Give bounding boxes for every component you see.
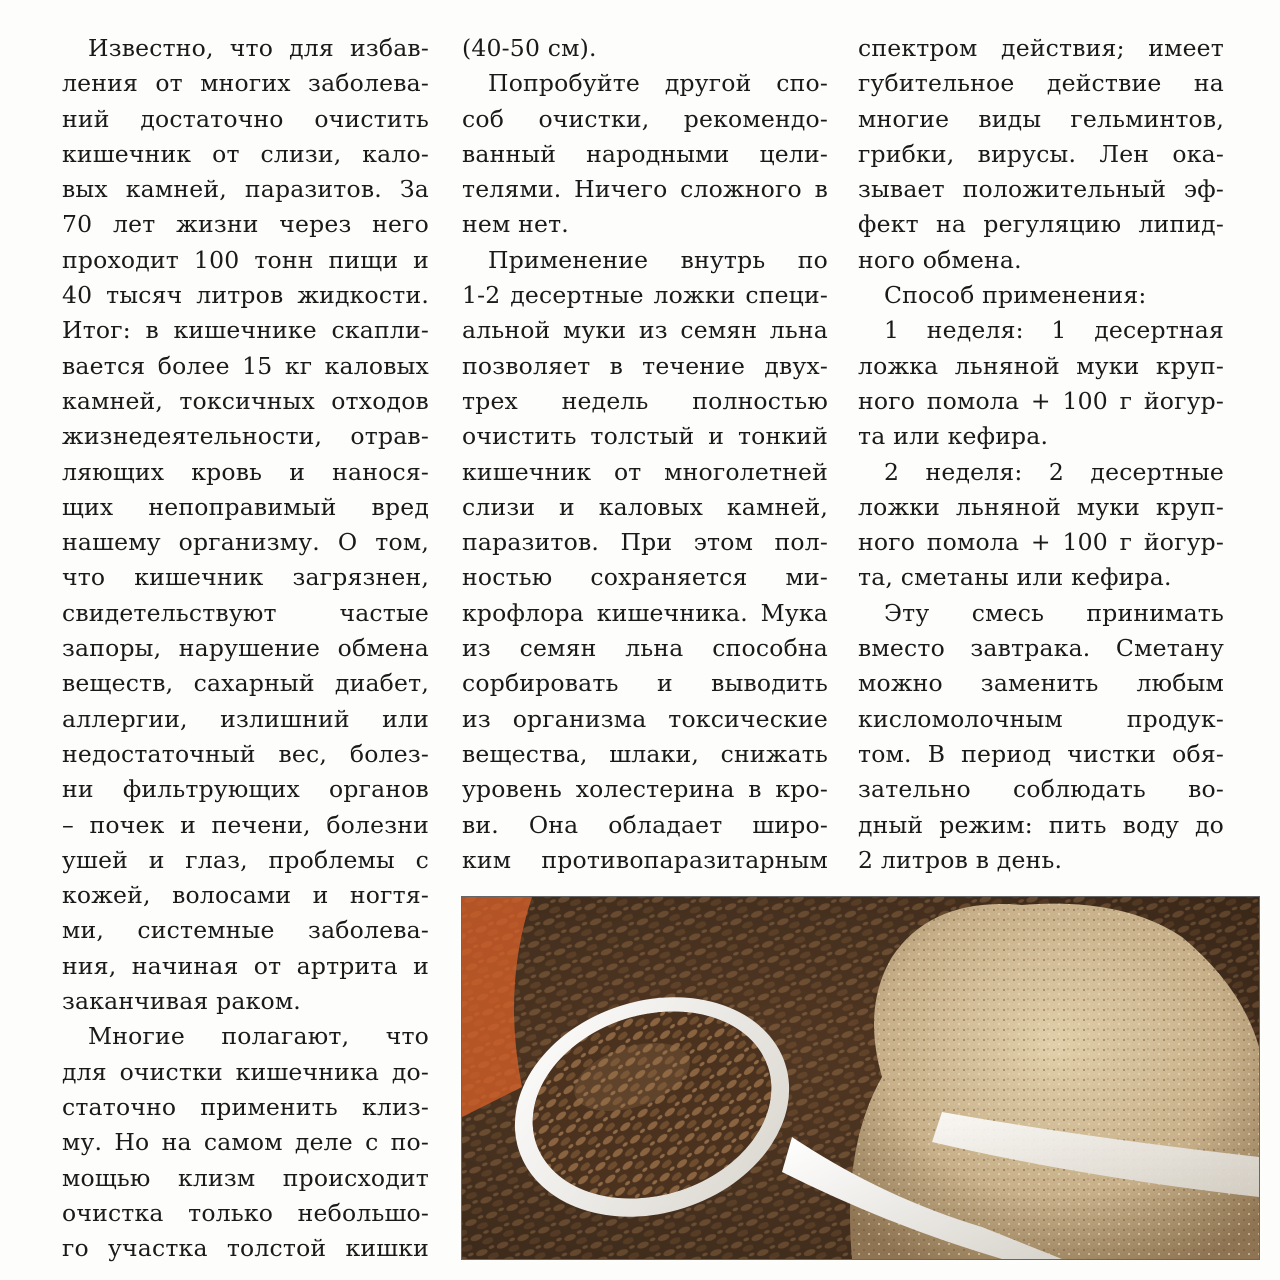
text-line: позволяет в течение двух-	[462, 351, 828, 380]
text-line: дный режим: пить воду до	[858, 810, 1224, 839]
text-line: трех недель полностью	[462, 386, 828, 415]
text-line: запоры, нарушение обмена	[62, 634, 429, 663]
text-line: паразитов. При этом пол-	[462, 528, 828, 557]
text-line: кишечник от слизи, кало-	[62, 139, 429, 168]
text-line: очистка только небольшо-	[62, 1198, 429, 1227]
text-line: ления от многих заболева-	[62, 69, 429, 98]
text-line: фект на регуляцию липид-	[858, 210, 1224, 239]
text-line: мощью клизм происходит	[62, 1163, 429, 1192]
text-line: недостаточный вес, болез-	[62, 739, 429, 768]
text-line: многие виды гельминтов,	[858, 104, 1224, 133]
text-line: 70 лет жизни через него	[62, 210, 429, 239]
text-line: для очистки кишечника до-	[62, 1057, 429, 1086]
text-line: Попробуйте другой спо-	[488, 69, 828, 98]
text-line: зывает положительный эф-	[858, 175, 1224, 204]
text-line: зательно соблюдать во-	[858, 775, 1224, 804]
text-line: ни фильтрующих органов	[62, 775, 429, 804]
text-line: Применение внутрь по	[488, 245, 828, 274]
text-line: та, сметаны или кефира.	[858, 563, 1172, 592]
text-line: из семян льна способна	[462, 634, 828, 663]
text-line: нашему организму. О том,	[62, 528, 429, 557]
text-line: вается более 15 кг каловых	[62, 351, 429, 380]
text-line: заканчивая раком.	[62, 987, 301, 1016]
text-line: очистить толстый и тонкий	[462, 422, 828, 451]
text-line: ви. Она обладает широ-	[462, 810, 828, 839]
text-column-3	[858, 31, 1224, 878]
text-line: го участка толстой кишки	[62, 1234, 429, 1263]
text-line: ния, начиная от артрита и	[62, 951, 429, 980]
text-line: жизнедеятельности, отрав-	[62, 422, 429, 451]
text-line: Известно, что для избав-	[88, 34, 429, 62]
text-line: свидетельствуют частые	[62, 598, 429, 627]
text-line: веществ, сахарный диабет,	[62, 669, 429, 698]
text-line: соб очистки, рекомендо-	[462, 104, 828, 133]
text-line: ким противопаразитарным	[462, 845, 828, 874]
text-line: му. Но на самом деле с по-	[62, 1128, 429, 1157]
text-line: Способ применения:	[884, 281, 1147, 310]
text-column-2	[462, 31, 828, 878]
text-line: 1 неделя: 1 десертная	[884, 316, 1224, 345]
text-line: ний достаточно очистить	[62, 104, 429, 133]
text-line: Эту смесь принимать	[884, 598, 1224, 627]
text-line: ушей и глаз, проблемы с	[62, 845, 429, 874]
text-line: ного помола + 100 г йогур-	[858, 386, 1224, 415]
text-column-1	[62, 31, 429, 1266]
text-line: альной муки из семян льна	[462, 316, 828, 345]
text-line: вых камней, паразитов. За	[62, 175, 429, 204]
text-line: ного помола + 100 г йогур-	[858, 528, 1224, 557]
text-line: 40 тысяч литров жидкости.	[62, 281, 429, 310]
text-line: Многие полагают, что	[88, 1022, 429, 1051]
text-line: Итог: в кишечнике скапли-	[62, 316, 429, 345]
text-line: нем нет.	[462, 210, 569, 239]
text-line: 2 неделя: 2 десертные	[884, 457, 1224, 486]
text-line: камней, токсичных отходов	[62, 386, 429, 415]
text-line: кишечник от многолетней	[462, 457, 828, 486]
text-line: кожей, волосами и ногтя-	[62, 881, 429, 910]
text-line: ванный народными цели-	[462, 139, 828, 168]
text-line: можно заменить любым	[858, 669, 1224, 698]
text-line: ложки льняной муки круп-	[858, 492, 1224, 521]
text-line: ностью сохраняется ми-	[462, 563, 828, 592]
text-line: слизи и каловых камней,	[462, 492, 828, 521]
text-line: ми, системные заболева-	[62, 916, 429, 945]
text-line: – почек и печени, болезни	[62, 810, 429, 839]
text-line: что кишечник загрязнен,	[62, 563, 429, 592]
text-line: та или кефира.	[858, 422, 1049, 451]
text-line: сорбировать и выводить	[462, 669, 828, 698]
text-line: губительное действие на	[858, 69, 1224, 98]
text-line: аллергии, излишний или	[62, 704, 429, 733]
text-line: телями. Ничего сложного в	[462, 175, 828, 204]
text-line: 1-2 десертные ложки специ-	[462, 281, 828, 310]
text-line: 2 литров в день.	[858, 845, 1063, 874]
text-line: кисломолочным продук-	[858, 704, 1224, 733]
text-line: (40-50 см).	[462, 34, 597, 62]
text-line: ного обмена.	[858, 245, 1022, 274]
text-line: статочно применить клиз-	[62, 1092, 429, 1121]
text-line: крофлора кишечника. Мука	[462, 598, 828, 627]
text-line: грибки, вирусы. Лен ока-	[858, 139, 1224, 168]
text-line: щих непоправимый вред	[62, 492, 429, 521]
flax-seed-photo	[461, 896, 1260, 1260]
text-line: проходит 100 тонн пищи и	[62, 245, 429, 274]
text-line: из организма токсические	[462, 704, 828, 733]
text-line: уровень холестерина в кро-	[462, 775, 828, 804]
text-line: вместо завтрака. Сметану	[858, 634, 1224, 663]
text-line: том. В период чистки обя-	[858, 739, 1224, 768]
text-line: ложка льняной муки круп-	[858, 351, 1224, 380]
text-line: спектром действия; имеет	[858, 34, 1224, 62]
text-line: ляющих кровь и нанося-	[62, 457, 429, 486]
text-line: вещества, шлаки, снижать	[462, 739, 828, 768]
